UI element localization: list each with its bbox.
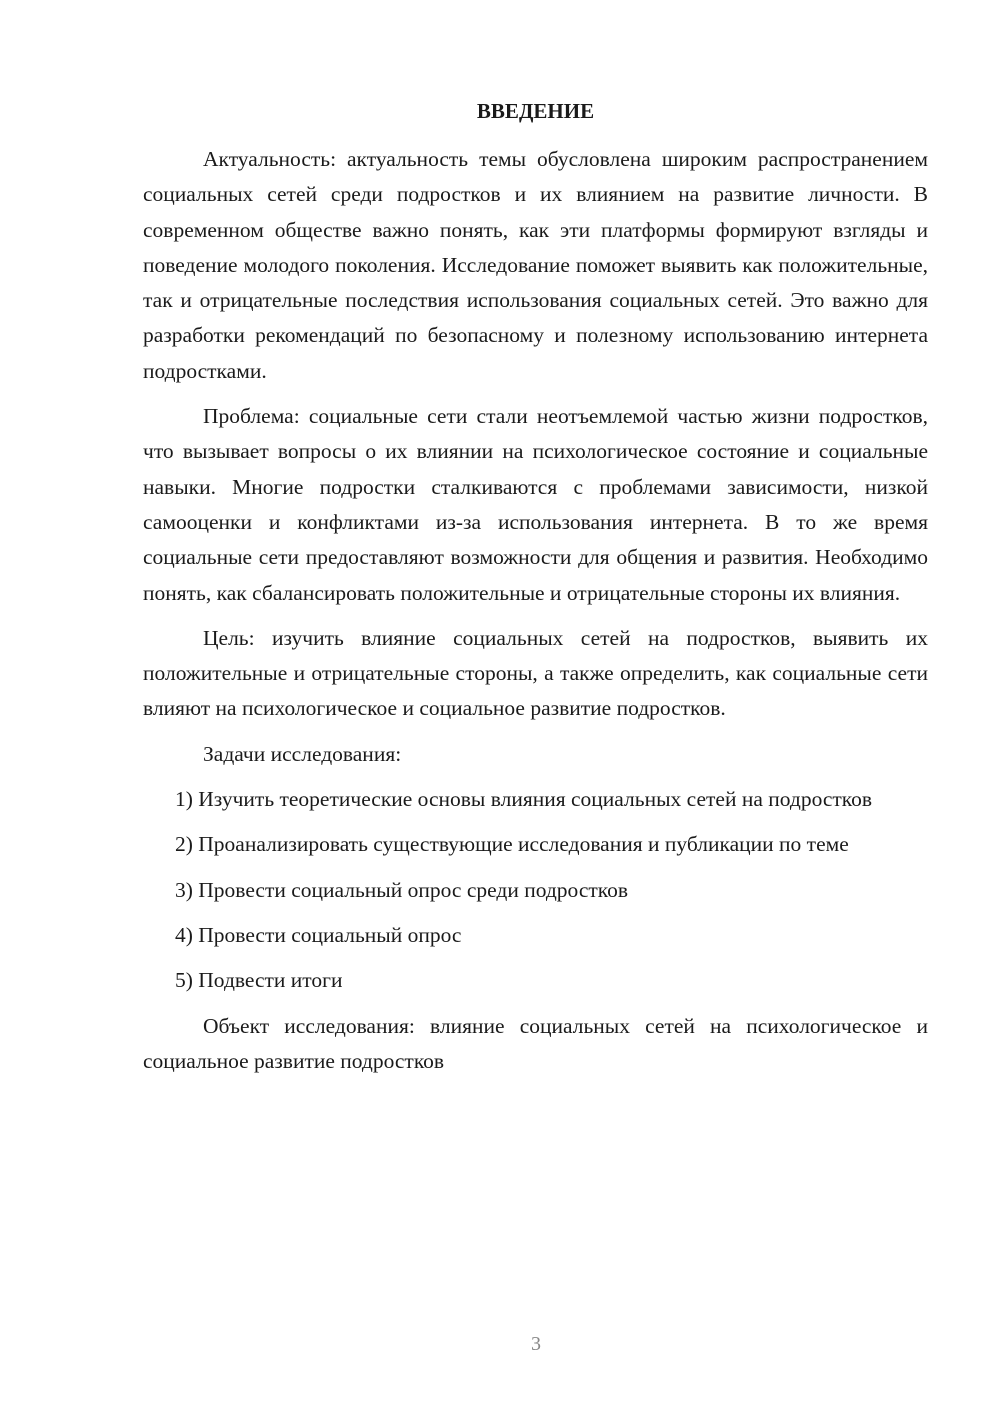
task-item: 5) Подвести итоги	[175, 968, 343, 993]
relevance-paragraph: Актуальность: актуальность темы обусловлена широким распространением социальных сетей среди подростков и их влиянием на развитие личности. В современном обществе важно понять, как эти платформы формируют взгляды и поведение молодого поколения. Исследование поможет выявить как положительные, так и отрицательные последствия использования социальных сетей. Это важно для разработки рекомендаций по безопасному и полезному использованию интернета подростками.	[143, 147, 928, 383]
task-item: 2) Проанализировать существующие исследования и публикации по теме	[175, 832, 849, 857]
task-item: 4) Провести социальный опрос	[175, 922, 462, 947]
tasks-heading: Задачи исследования:	[203, 741, 402, 766]
goal-paragraph: Цель: изучить влияние социальных сетей на подростков, выявить их положительные и отрицательные стороны, а также определить, как социальные сети влияют на психологическое и социальное развитие подростков.	[143, 625, 928, 721]
document-body	[143, 142, 928, 1089]
task-item: 1) Изучить теоретические основы влияния социальных сетей на подростков	[175, 787, 873, 812]
task-item: 3) Провести социальный опрос среди подростков	[175, 877, 629, 902]
object-paragraph: Объект исследования: влияние социальных сетей на психологическое и социальное развитие подростков	[143, 1013, 928, 1073]
page-number: 3	[531, 1333, 541, 1355]
problem-paragraph: Проблема: социальные сети стали неотъемлемой частью жизни подростков, что вызывает вопросы о их влиянии на психологическое состояние и социальные навыки. Многие подростки сталкиваются с проблемами зависимости, низкой самооценки и конфликтами из-за использования интернета. В то же время социальные сети предоставляют возможности для общения и развития. Необходимо понять, как сбалансировать положительные и отрицательные стороны их влияния.	[143, 404, 928, 605]
section-heading: ВВЕДЕНИЕ	[476, 99, 595, 123]
